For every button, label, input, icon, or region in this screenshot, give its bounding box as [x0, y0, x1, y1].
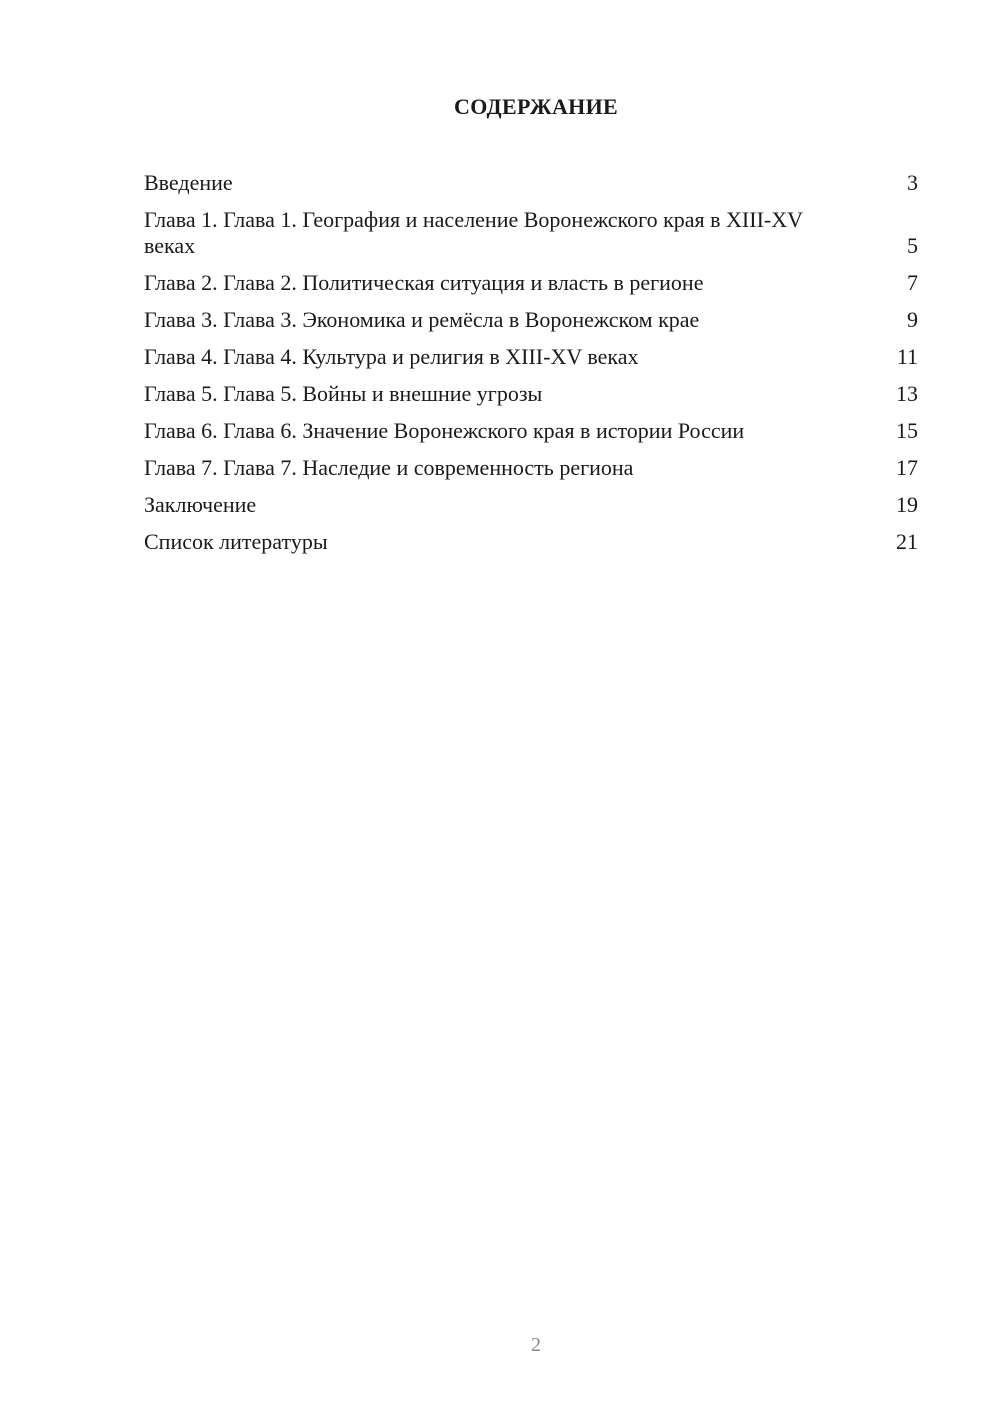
toc-entry-title: Глава 6. Глава 6. Значение Воронежского края в истории России	[144, 418, 745, 443]
toc-entry-chapter-4[interactable]	[144, 344, 918, 370]
toc-entry-page: 13	[896, 381, 918, 406]
toc-entry-title: Список литературы	[144, 529, 328, 554]
toc-entry-chapter-1[interactable]	[144, 207, 918, 259]
toc-entry-page: 21	[896, 529, 918, 554]
toc-entry-page: 7	[907, 270, 918, 295]
toc-entry-page: 15	[896, 418, 918, 443]
toc-entry-title: Заключение	[144, 492, 257, 517]
toc-entry-page: 17	[896, 455, 918, 480]
toc-entry-page: 9	[907, 307, 918, 332]
toc-entry-title: Глава 1. Глава 1. География и население Воронежского края в XIII-XV веках	[144, 207, 803, 258]
toc-entry-title: Глава 4. Глава 4. Культура и религия в XIII-XV веках	[144, 344, 639, 369]
toc-entry-conclusion[interactable]	[144, 492, 918, 518]
toc-entry-title: Глава 7. Глава 7. Наследие и современность региона	[144, 455, 634, 480]
table-of-contents	[144, 170, 918, 566]
toc-entry-bibliography[interactable]	[144, 529, 918, 555]
toc-entry-page: 5	[907, 233, 918, 258]
toc-entry-title: Глава 2. Глава 2. Политическая ситуация и власть в регионе	[144, 270, 704, 295]
page-number: 2	[531, 1334, 541, 1356]
toc-entry-chapter-3[interactable]	[144, 307, 918, 333]
toc-entry-introduction[interactable]	[144, 170, 918, 196]
toc-entry-chapter-6[interactable]	[144, 418, 918, 444]
toc-entry-chapter-5[interactable]	[144, 381, 918, 407]
toc-entry-chapter-2[interactable]	[144, 270, 918, 296]
toc-entry-chapter-7[interactable]	[144, 455, 918, 481]
toc-entry-page: 3	[907, 170, 918, 195]
toc-entry-title: Глава 3. Глава 3. Экономика и ремёсла в Воронежском крае	[144, 307, 700, 332]
toc-entry-page: 11	[896, 344, 918, 369]
toc-entry-title: Глава 5. Глава 5. Войны и внешние угрозы	[144, 381, 543, 406]
toc-entry-title: Введение	[144, 170, 233, 195]
page-title: СОДЕРЖАНИЕ	[454, 94, 618, 119]
toc-entry-page: 19	[896, 492, 918, 517]
